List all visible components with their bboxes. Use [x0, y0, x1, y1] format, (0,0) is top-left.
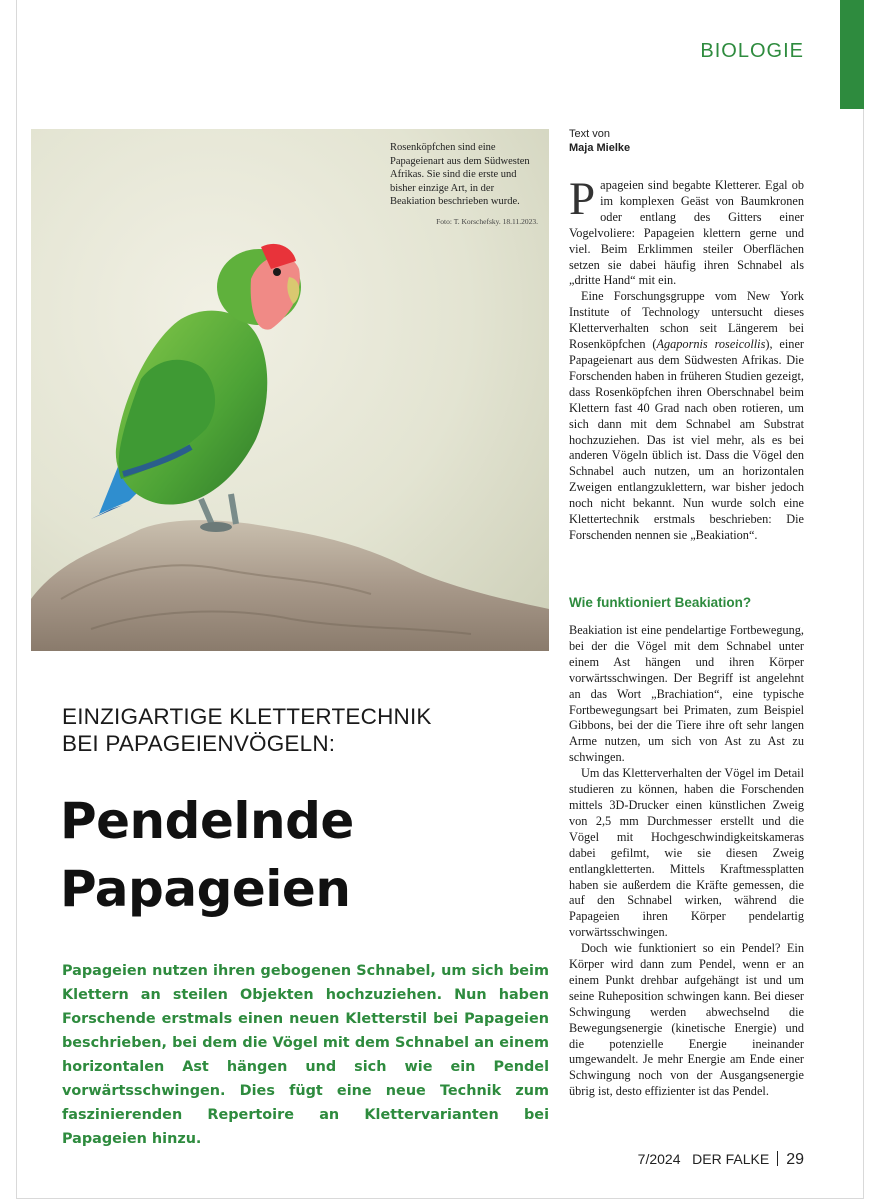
lead-paragraph: Papageien nutzen ihren gebogenen Schnabel, um sich beim Klettern an steilen Objekten hochzuziehen. Nun haben Forschende erstmals einen neuen Kletterstil bei Papageien beschrieben, bei dem die Vögel mit dem Schnabel an einem horizontalen Ast hängen und sich wie ein Pendel vorwärtsschwingen. Dies fügt eine neue Technik zum faszinierenden Repertoire an Klettervarianten bei Papageien hinzu. — [62, 963, 549, 1147]
headline-line: Papageien — [60, 860, 351, 918]
species-name: Agapornis roseicollis — [656, 337, 766, 352]
byline-label: Text von — [569, 128, 610, 140]
issue-number: 7/2024 — [637, 1151, 681, 1167]
body-paragraph: Papageien sind begabte Kletterer. Egal ob im komplexen Geäst von Baumkronen oder entlang des Gitters einer Vogelvoliere: Papageien klettern gerne und viel. Beim Erklimmen steiler Oberflächen setzen sie dabei häufig ihren Schnabel als „dritte Hand“ mit ein. — [569, 173, 804, 288]
drop-cap: P — [569, 173, 596, 225]
section-label: BIOLOGIE — [700, 40, 804, 62]
magazine-name: DER FALKE — [692, 1151, 770, 1167]
kicker — [62, 703, 542, 757]
footer-separator — [777, 1151, 778, 1166]
photo-caption: Rosenköpfchen sind eine Papageienart aus dem Südwesten Afrikas. Sie sind die erste und bisher einzige Art, in der Beakiation beschrieben wurde. — [390, 142, 530, 207]
headline-line: Pendelnde — [60, 792, 354, 850]
page-footer — [600, 1151, 804, 1169]
page-number: 29 — [786, 1151, 804, 1168]
headline — [60, 787, 540, 923]
byline — [569, 127, 630, 155]
kicker-line: BEI PAPAGEIENVÖGELN: — [62, 731, 336, 756]
photo-credit: Foto: T. Korschefsky. 18.11.2023. — [436, 217, 538, 226]
body-paragraph: Um das Kletterverhalten der Vögel im Detail studieren zu können, haben die Forschenden mittels 3D-Drucker einen künstlichen Zweig von 2,5 mm Durchmesser erstellt und die Vögel mit Hochgeschwindigkeitskameras dabei gefilmt, wie sie diesen Zweig entlangkletterten. Mittels Kraftmessplatten haben sie außerdem die Kräfte gemessen, die auf den Schnabel wirken, während die Papageien ihren Körper pendelartig vorwärtsschwingen. — [569, 766, 804, 940]
kicker-line: EINZIGARTIGE KLETTERTECHNIK — [62, 704, 432, 729]
body-paragraph: Beakiation ist eine pendelartige Fortbewegung, bei der die Vögel mit dem Schnabel unter einem Ast hängen und ihren Körper vorwärtsschwingen. Der Begriff ist angelehnt an das Wort „Brachiation“, eine typische Fortbewegungsart bei Primaten, zum Beispiel Gibbons, bei der die Tiere ihre oft sehr langen Arme nutzen, um sich von Ast zu Ast zu schwingen. — [569, 623, 804, 765]
byline-author: Maja Mielke — [569, 142, 631, 154]
section-tab — [840, 0, 864, 109]
body-paragraph: Doch wie funktioniert so ein Pendel? Ein Körper wird dann zum Pendel, wenn er an einem Punkt drehbar aufgehängt ist und um seine Ruheposition schwingen kann. Bei dieser Schwingung werden abwechselnd die Bewegungsenergie (kinetische Energie) und die potenzielle Energie ineinander umgewandelt. Je mehr Energie am Ende einer Schwingung noch von der Ausgangsenergie übrig ist, desto effizienter ist das Pendel. — [569, 941, 804, 1099]
body-column-intro — [569, 173, 804, 544]
subheading: Wie funktioniert Beakiation? — [569, 595, 752, 610]
body-column-beakiation — [569, 623, 804, 1100]
body-paragraph: Eine Forschungsgruppe vom New York Institute of Technology untersucht dieses Kletterverhalten schon seit Längerem bei Rosenköpfchen (Agapornis roseicollis), einer Papageienart aus dem Südwesten Afrikas. Die Forschenden haben in früheren Studien gezeigt, dass Rosenköpfchen ihren Oberschnabel beim Klettern fast 40 Grad nach oben rotieren, um sich dann mit dem Schnabel am Substrat hochzuziehen. Das ist viel mehr, als es bei anderen Vögeln üblich ist. Dass die Vögel den Schnabel auch nutzen, um an horizontalen Zweigen entlangzuklettern, war bisher jedoch noch nicht bekannt. Nun wurde solch eine Klettertechnik erstmals beschrieben: Die Forschenden nennen sie „Beakiation“. — [569, 289, 804, 542]
